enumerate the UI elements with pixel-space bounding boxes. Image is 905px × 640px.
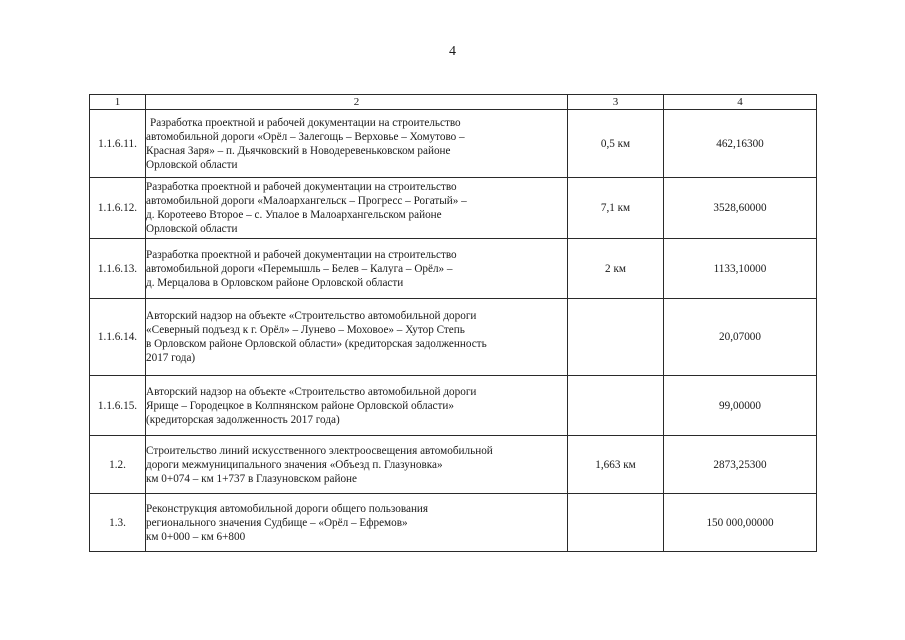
row-amount: 1133,10000 [664, 239, 817, 299]
description-line: 2017 года) [146, 352, 196, 364]
description-line: Разработка проектной и рабочей документации на строительство [150, 116, 461, 129]
description-line: (кредиторская задолженность 2017 года) [146, 413, 340, 426]
row-length: 1,663 км [568, 436, 664, 494]
row-amount: 3528,60000 [664, 178, 817, 239]
description-line: Реконструкция автомобильной дороги общего пользования [146, 502, 429, 515]
row-length: 0,5 км [568, 110, 664, 178]
row-amount: 20,07000 [664, 299, 817, 376]
column-header-number: 1 [90, 95, 146, 110]
description-line: д. Мерцалова в Орловском районе Орловской области [146, 276, 404, 289]
description-line: Орловской области [146, 223, 238, 235]
description-line: км 0+000 – км 6+800 [146, 530, 246, 543]
table-row [90, 436, 817, 494]
row-description [146, 494, 568, 552]
table-row [90, 494, 817, 552]
table-row [90, 178, 817, 239]
description-line: Авторский надзор на объекте «Строительство автомобильной дороги [146, 385, 477, 398]
description-line: Авторский надзор на объекте «Строительство автомобильной дороги [146, 310, 477, 322]
description-line: автомобильной дороги «Орёл – Залегощь – Верховье – Хомутово – [146, 130, 465, 143]
description-line: Красная Заря» – п. Дьячковский в Новодеревеньковском районе [146, 144, 451, 157]
row-number: 1.1.6.12. [90, 178, 146, 239]
row-description [146, 299, 568, 376]
row-description [146, 436, 568, 494]
row-number: 1.1.6.14. [90, 299, 146, 376]
row-length: 7,1 км [568, 178, 664, 239]
row-length [568, 376, 664, 436]
works-table [89, 94, 817, 552]
row-amount: 462,16300 [664, 110, 817, 178]
row-number: 1.1.6.15. [90, 376, 146, 436]
description-line: км 0+074 – км 1+737 в Глазуновском районе [146, 472, 357, 485]
row-description [146, 110, 568, 178]
row-amount: 99,00000 [664, 376, 817, 436]
table-row [90, 299, 817, 376]
table-row [90, 239, 817, 299]
table-row [90, 110, 817, 178]
row-length: 2 км [568, 239, 664, 299]
row-amount: 2873,25300 [664, 436, 817, 494]
row-number: 1.3. [90, 494, 146, 552]
description-line: автомобильной дороги «Перемышль – Белев – Калуга – Орёл» – [146, 262, 453, 275]
row-length [568, 494, 664, 552]
column-header-amount: 4 [664, 95, 817, 110]
description-line: д. Коротеево Второе – с. Упалое в Малоархангельском районе [146, 209, 442, 221]
row-amount: 150 000,00000 [664, 494, 817, 552]
table-row [90, 376, 817, 436]
row-number: 1.2. [90, 436, 146, 494]
row-number: 1.1.6.11. [90, 110, 146, 178]
description-line: дороги межмуниципального значения «Объезд п. Глазуновка» [146, 458, 443, 471]
column-header-length: 3 [568, 95, 664, 110]
description-line: в Орловском районе Орловской области» (кредиторская задолженность [146, 338, 487, 350]
description-line: Ярище – Городецкое в Колпнянском районе Орловской области» [146, 399, 454, 412]
row-description [146, 178, 568, 239]
row-length [568, 299, 664, 376]
row-description [146, 376, 568, 436]
description-line: автомобильной дороги «Малоархангельск – Прогресс – Рогатый» – [146, 195, 467, 207]
description-line: Строительство линий искусственного электроосвещения автомобильной [146, 444, 493, 457]
row-description [146, 239, 568, 299]
description-line: «Северный подъезд к г. Орёл» – Лунево – Моховое» – Хутор Степь [146, 324, 465, 336]
page-number: 4 [449, 44, 456, 59]
description-line: Разработка проектной и рабочей документации на строительство [146, 181, 457, 193]
column-header-description: 2 [146, 95, 568, 110]
description-line: Орловской области [146, 158, 238, 171]
row-number: 1.1.6.13. [90, 239, 146, 299]
table-header-row [90, 95, 817, 110]
description-line: Разработка проектной и рабочей документации на строительство [146, 248, 457, 261]
description-line: регионального значения Судбище – «Орёл – Ефремов» [146, 516, 408, 529]
